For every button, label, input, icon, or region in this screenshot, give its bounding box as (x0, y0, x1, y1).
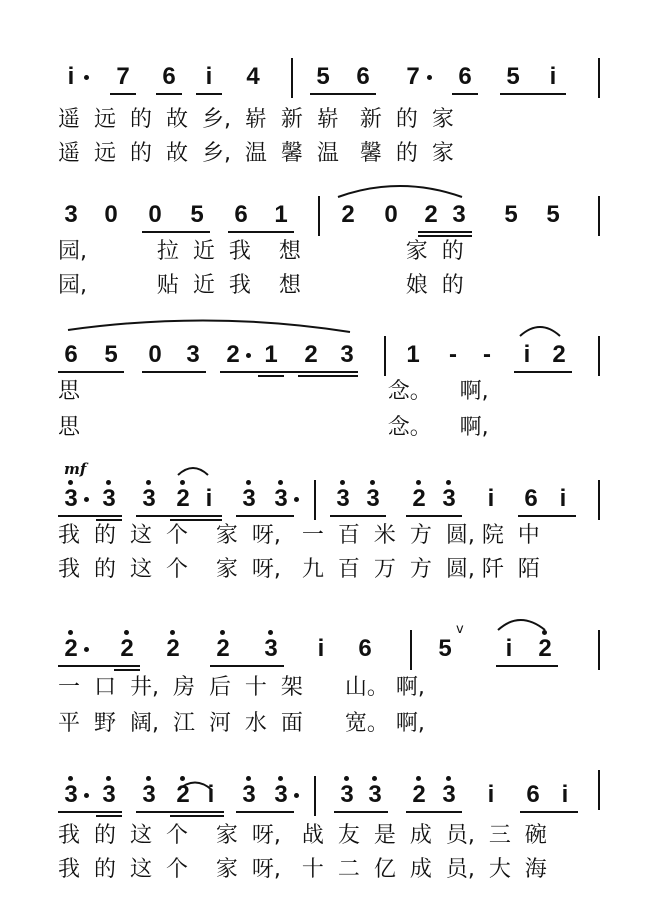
note: 3 (142, 485, 156, 512)
note: 5 (504, 201, 518, 228)
underline (170, 815, 224, 817)
note: 5 (546, 201, 560, 228)
note: i (549, 63, 557, 90)
aug-dot (294, 793, 299, 798)
barline (598, 630, 600, 670)
note: 1 (264, 341, 278, 368)
aug-dot (427, 75, 432, 80)
barline (314, 480, 316, 520)
lyric-line: 思 念。 啊, (58, 415, 489, 440)
note: 2 (226, 341, 240, 368)
note: 0 (384, 201, 398, 228)
slur (178, 468, 208, 475)
note: 2 (120, 635, 134, 662)
underline (330, 515, 386, 517)
octave-dot (278, 480, 283, 485)
underline (114, 669, 140, 671)
note: 2 (552, 341, 566, 368)
note: 3 (102, 781, 116, 808)
underline (142, 371, 206, 373)
underline (58, 515, 122, 517)
slur (68, 320, 350, 332)
underline (136, 515, 222, 517)
underline (514, 371, 572, 373)
note: i (559, 485, 567, 512)
note: 3 (340, 781, 354, 808)
lyric-line: 我 的 这 个 家 呀, 九 百 万 方 圆, 阡 陌 (58, 557, 540, 582)
octave-dot (246, 480, 251, 485)
lyric-line: 我 的 这 个 家 呀, 一 百 米 方 圆, 院 中 (58, 523, 540, 548)
note: 6 (64, 341, 78, 368)
octave-dot (220, 630, 225, 635)
note: 3 (274, 781, 288, 808)
octave-dot (180, 480, 185, 485)
octave-dot (124, 630, 129, 635)
underline (518, 515, 576, 517)
note: 6 (458, 63, 472, 90)
underline (418, 231, 472, 233)
octave-dot (542, 630, 547, 635)
note: 1 (274, 201, 288, 228)
note: 2 (341, 201, 355, 228)
underline (406, 515, 462, 517)
dynamic-mark: mf (64, 460, 87, 478)
lyric-line: 平 野 阔, 江 河 水 面 宽。 啊, (58, 711, 425, 736)
slur (338, 186, 462, 197)
barline (384, 336, 386, 376)
octave-dot (68, 776, 73, 781)
note: 2 (412, 781, 426, 808)
barline (291, 58, 293, 98)
note: i (317, 635, 325, 662)
underline (170, 519, 222, 521)
note: 3 (64, 201, 78, 228)
note: 5 (104, 341, 118, 368)
note: 3 (442, 485, 456, 512)
aug-dot (246, 353, 251, 358)
octave-dot (370, 480, 375, 485)
note: i (67, 63, 75, 90)
underline (334, 811, 388, 813)
note: 3 (442, 781, 456, 808)
underline (236, 811, 294, 813)
note: i (523, 341, 531, 368)
underline (452, 93, 478, 95)
note: 3 (368, 781, 382, 808)
aug-dot (84, 497, 89, 502)
breath-mark: v (456, 622, 464, 637)
note: 2 (166, 635, 180, 662)
note: 5 (506, 63, 520, 90)
aug-dot (84, 75, 89, 80)
underline (220, 371, 358, 373)
underline (110, 93, 136, 95)
note: 3 (242, 485, 256, 512)
note: 3 (336, 485, 350, 512)
octave-dot (146, 480, 151, 485)
note: 3 (340, 341, 354, 368)
octave-dot (180, 776, 185, 781)
note: 3 (102, 485, 116, 512)
barline (598, 770, 600, 810)
note: 6 (358, 635, 372, 662)
underline (58, 811, 122, 813)
note: 3 (64, 781, 78, 808)
note: 6 (524, 485, 538, 512)
note: - (483, 341, 491, 368)
note: 1 (406, 341, 420, 368)
note: 6 (234, 201, 248, 228)
note: 7 (406, 63, 420, 90)
note: 2 (216, 635, 230, 662)
note: i (207, 781, 215, 808)
octave-dot (268, 630, 273, 635)
barline (598, 336, 600, 376)
octave-dot (146, 776, 151, 781)
note: i (205, 63, 213, 90)
note: 0 (148, 341, 162, 368)
underline (136, 811, 224, 813)
lyric-line: 我 的 这 个 家 呀, 战 友 是 成 员, 三 碗 (58, 823, 547, 848)
underline (142, 231, 210, 233)
note: 7 (116, 63, 130, 90)
aug-dot (84, 793, 89, 798)
octave-dot (416, 776, 421, 781)
note: 6 (162, 63, 176, 90)
note: 0 (104, 201, 118, 228)
underline (500, 93, 566, 95)
octave-dot (446, 776, 451, 781)
lyric-line: 我 的 这 个 家 呀, 十 二 亿 成 员, 大 海 (58, 857, 547, 882)
octave-dot (446, 480, 451, 485)
note: 6 (356, 63, 370, 90)
barline (598, 480, 600, 520)
lyric-line: 园, 贴 近 我 想 娘 的 (58, 273, 464, 298)
slur (520, 327, 560, 336)
note: 2 (176, 485, 190, 512)
note: 4 (246, 63, 260, 90)
underline (58, 371, 124, 373)
note: 2 (304, 341, 318, 368)
note: 3 (274, 485, 288, 512)
octave-dot (68, 480, 73, 485)
aug-dot (294, 497, 299, 502)
octave-dot (340, 480, 345, 485)
note: 3 (366, 485, 380, 512)
underline (236, 515, 294, 517)
underline (298, 375, 358, 377)
lyric-line: 园, 拉 近 我 想 家 的 (58, 239, 464, 264)
barline (318, 196, 320, 236)
barline (598, 196, 600, 236)
note: 6 (526, 781, 540, 808)
underline (58, 665, 140, 667)
note: 3 (264, 635, 278, 662)
lyric-line: 一 口 井, 房 后 十 架 山。 啊, (58, 675, 425, 700)
note: - (449, 341, 457, 368)
octave-dot (372, 776, 377, 781)
octave-dot (106, 776, 111, 781)
note: 3 (142, 781, 156, 808)
note: i (561, 781, 569, 808)
note: 2 (176, 781, 190, 808)
underline (310, 93, 376, 95)
note: 2 (412, 485, 426, 512)
note: 2 (64, 635, 78, 662)
barline (314, 776, 316, 816)
octave-dot (106, 480, 111, 485)
note: 5 (316, 63, 330, 90)
underline (228, 231, 294, 233)
octave-dot (416, 480, 421, 485)
barline (410, 630, 412, 670)
note: 0 (148, 201, 162, 228)
note: 3 (64, 485, 78, 512)
underline (496, 665, 558, 667)
lyric-line: 遥 远 的 故 乡, 崭 新 崭 新 的 家 (58, 107, 454, 132)
note: 3 (242, 781, 256, 808)
note: i (487, 781, 495, 808)
note: 5 (190, 201, 204, 228)
underline (96, 519, 122, 521)
note: i (205, 485, 213, 512)
barline (598, 58, 600, 98)
note: 5 (438, 635, 452, 662)
underline (196, 93, 222, 95)
octave-dot (278, 776, 283, 781)
note: i (487, 485, 495, 512)
note: 2 (424, 201, 438, 228)
octave-dot (344, 776, 349, 781)
underline (96, 815, 122, 817)
note: i (505, 635, 513, 662)
lyric-line: 遥 远 的 故 乡, 温 馨 温 馨 的 家 (58, 141, 454, 166)
note: 3 (186, 341, 200, 368)
underline (210, 665, 284, 667)
note: 2 (538, 635, 552, 662)
underline (258, 375, 284, 377)
note: 3 (452, 201, 466, 228)
slur (498, 620, 545, 630)
octave-dot (68, 630, 73, 635)
underline (418, 235, 472, 237)
underline (156, 93, 182, 95)
octave-dot (170, 630, 175, 635)
underline (520, 811, 578, 813)
aug-dot (84, 647, 89, 652)
underline (406, 811, 462, 813)
lyric-line: 思 念。 啊, (58, 379, 489, 404)
octave-dot (246, 776, 251, 781)
